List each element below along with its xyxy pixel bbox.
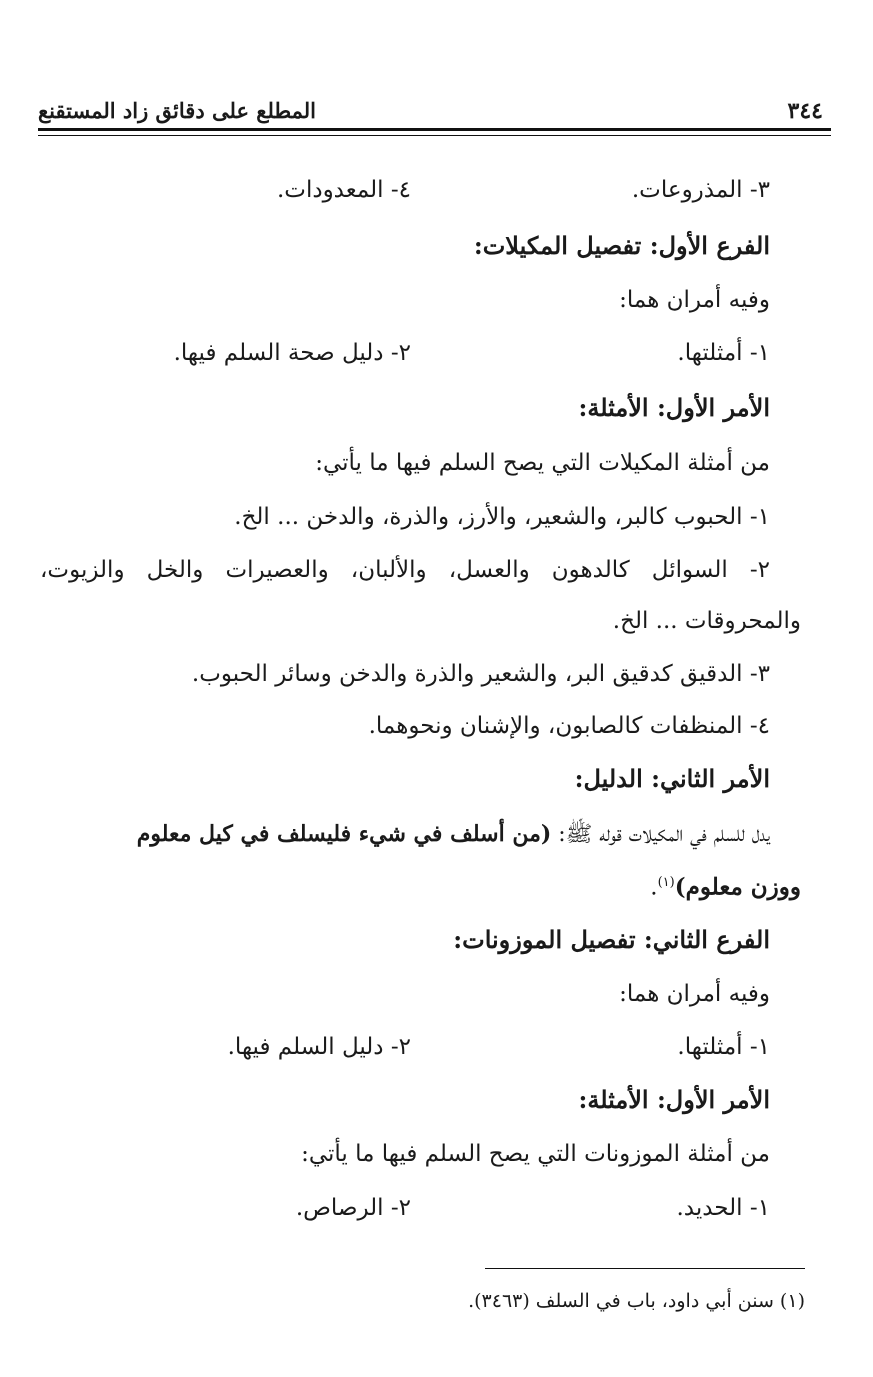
list-item: ٢- دليل السلم فيها. <box>227 1034 411 1060</box>
subsection-heading: الأمر الثاني: الدليل: <box>574 764 770 793</box>
footnote-separator <box>485 1268 805 1269</box>
list-item: ٤- المعدودات. <box>276 177 411 203</box>
section-heading: الفرع الأول: تفصيل المكيلات: <box>473 231 770 260</box>
footnote-marker: (١) <box>657 875 675 890</box>
footnote: (١) سنن أبي داود، باب في السلف (٣٤٦٣). <box>468 1290 805 1312</box>
hadith-quote: (من أسلف في شيء فليسلف في كيل معلوم <box>136 821 552 847</box>
subsection-heading: الأمر الأول: الأمثلة: <box>578 1085 770 1114</box>
paragraph-line: من أمثلة المكيلات التي يصح السلم فيها ما يأتي: <box>315 450 770 476</box>
list-item: ٤- المنظفات كالصابون، والإشنان ونحوهما. <box>368 713 770 739</box>
running-title: المطلع على دقائق زاد المستقنع <box>38 98 317 123</box>
hadith-quote: ووزن معلوم) <box>674 873 801 901</box>
paragraph-line: وفيه أمران هما: <box>619 981 770 1007</box>
list-item: ٢- الرصاص. <box>295 1195 411 1221</box>
page-number: ٣٤٤ <box>787 98 823 124</box>
paragraph-text: يدل للسلم في المكيلات قوله ﷺ: <box>558 822 770 847</box>
subsection-heading: الأمر الأول: الأمثلة: <box>578 393 770 422</box>
list-item: ٣- الدقيق كدقيق البر، والشعير والذرة والدخن وسائر الحبوب. <box>191 661 770 687</box>
paragraph-text: . <box>650 874 658 901</box>
paragraph-line: والمحروقات ... الخ. <box>612 608 801 634</box>
list-item: ١- أمثلتها. <box>677 340 770 366</box>
list-item: ١- أمثلتها. <box>677 1034 770 1060</box>
section-heading: الفرع الثاني: تفصيل الموزونات: <box>453 925 770 954</box>
list-item: ١- الحديد. <box>676 1195 770 1221</box>
paragraph-line <box>40 817 770 852</box>
page-header <box>38 94 831 132</box>
header-rule-thick <box>38 128 831 131</box>
paragraph-line <box>40 866 801 905</box>
list-item: ٢- السوائل كالدهون والعسل، والألبان، والعصيرات والخل والزيوت، <box>40 557 770 583</box>
header-rule-thin <box>38 135 831 136</box>
list-item: ١- الحبوب كالبر، والشعير، والأرز، والذرة، والدخن ... الخ. <box>234 504 770 530</box>
paragraph-line: وفيه أمران هما: <box>619 287 770 313</box>
list-item: ٢- دليل صحة السلم فيها. <box>173 340 411 366</box>
list-item: ٣- المذروعات. <box>631 177 770 203</box>
paragraph-line: من أمثلة الموزونات التي يصح السلم فيها ما يأتي: <box>301 1141 770 1167</box>
